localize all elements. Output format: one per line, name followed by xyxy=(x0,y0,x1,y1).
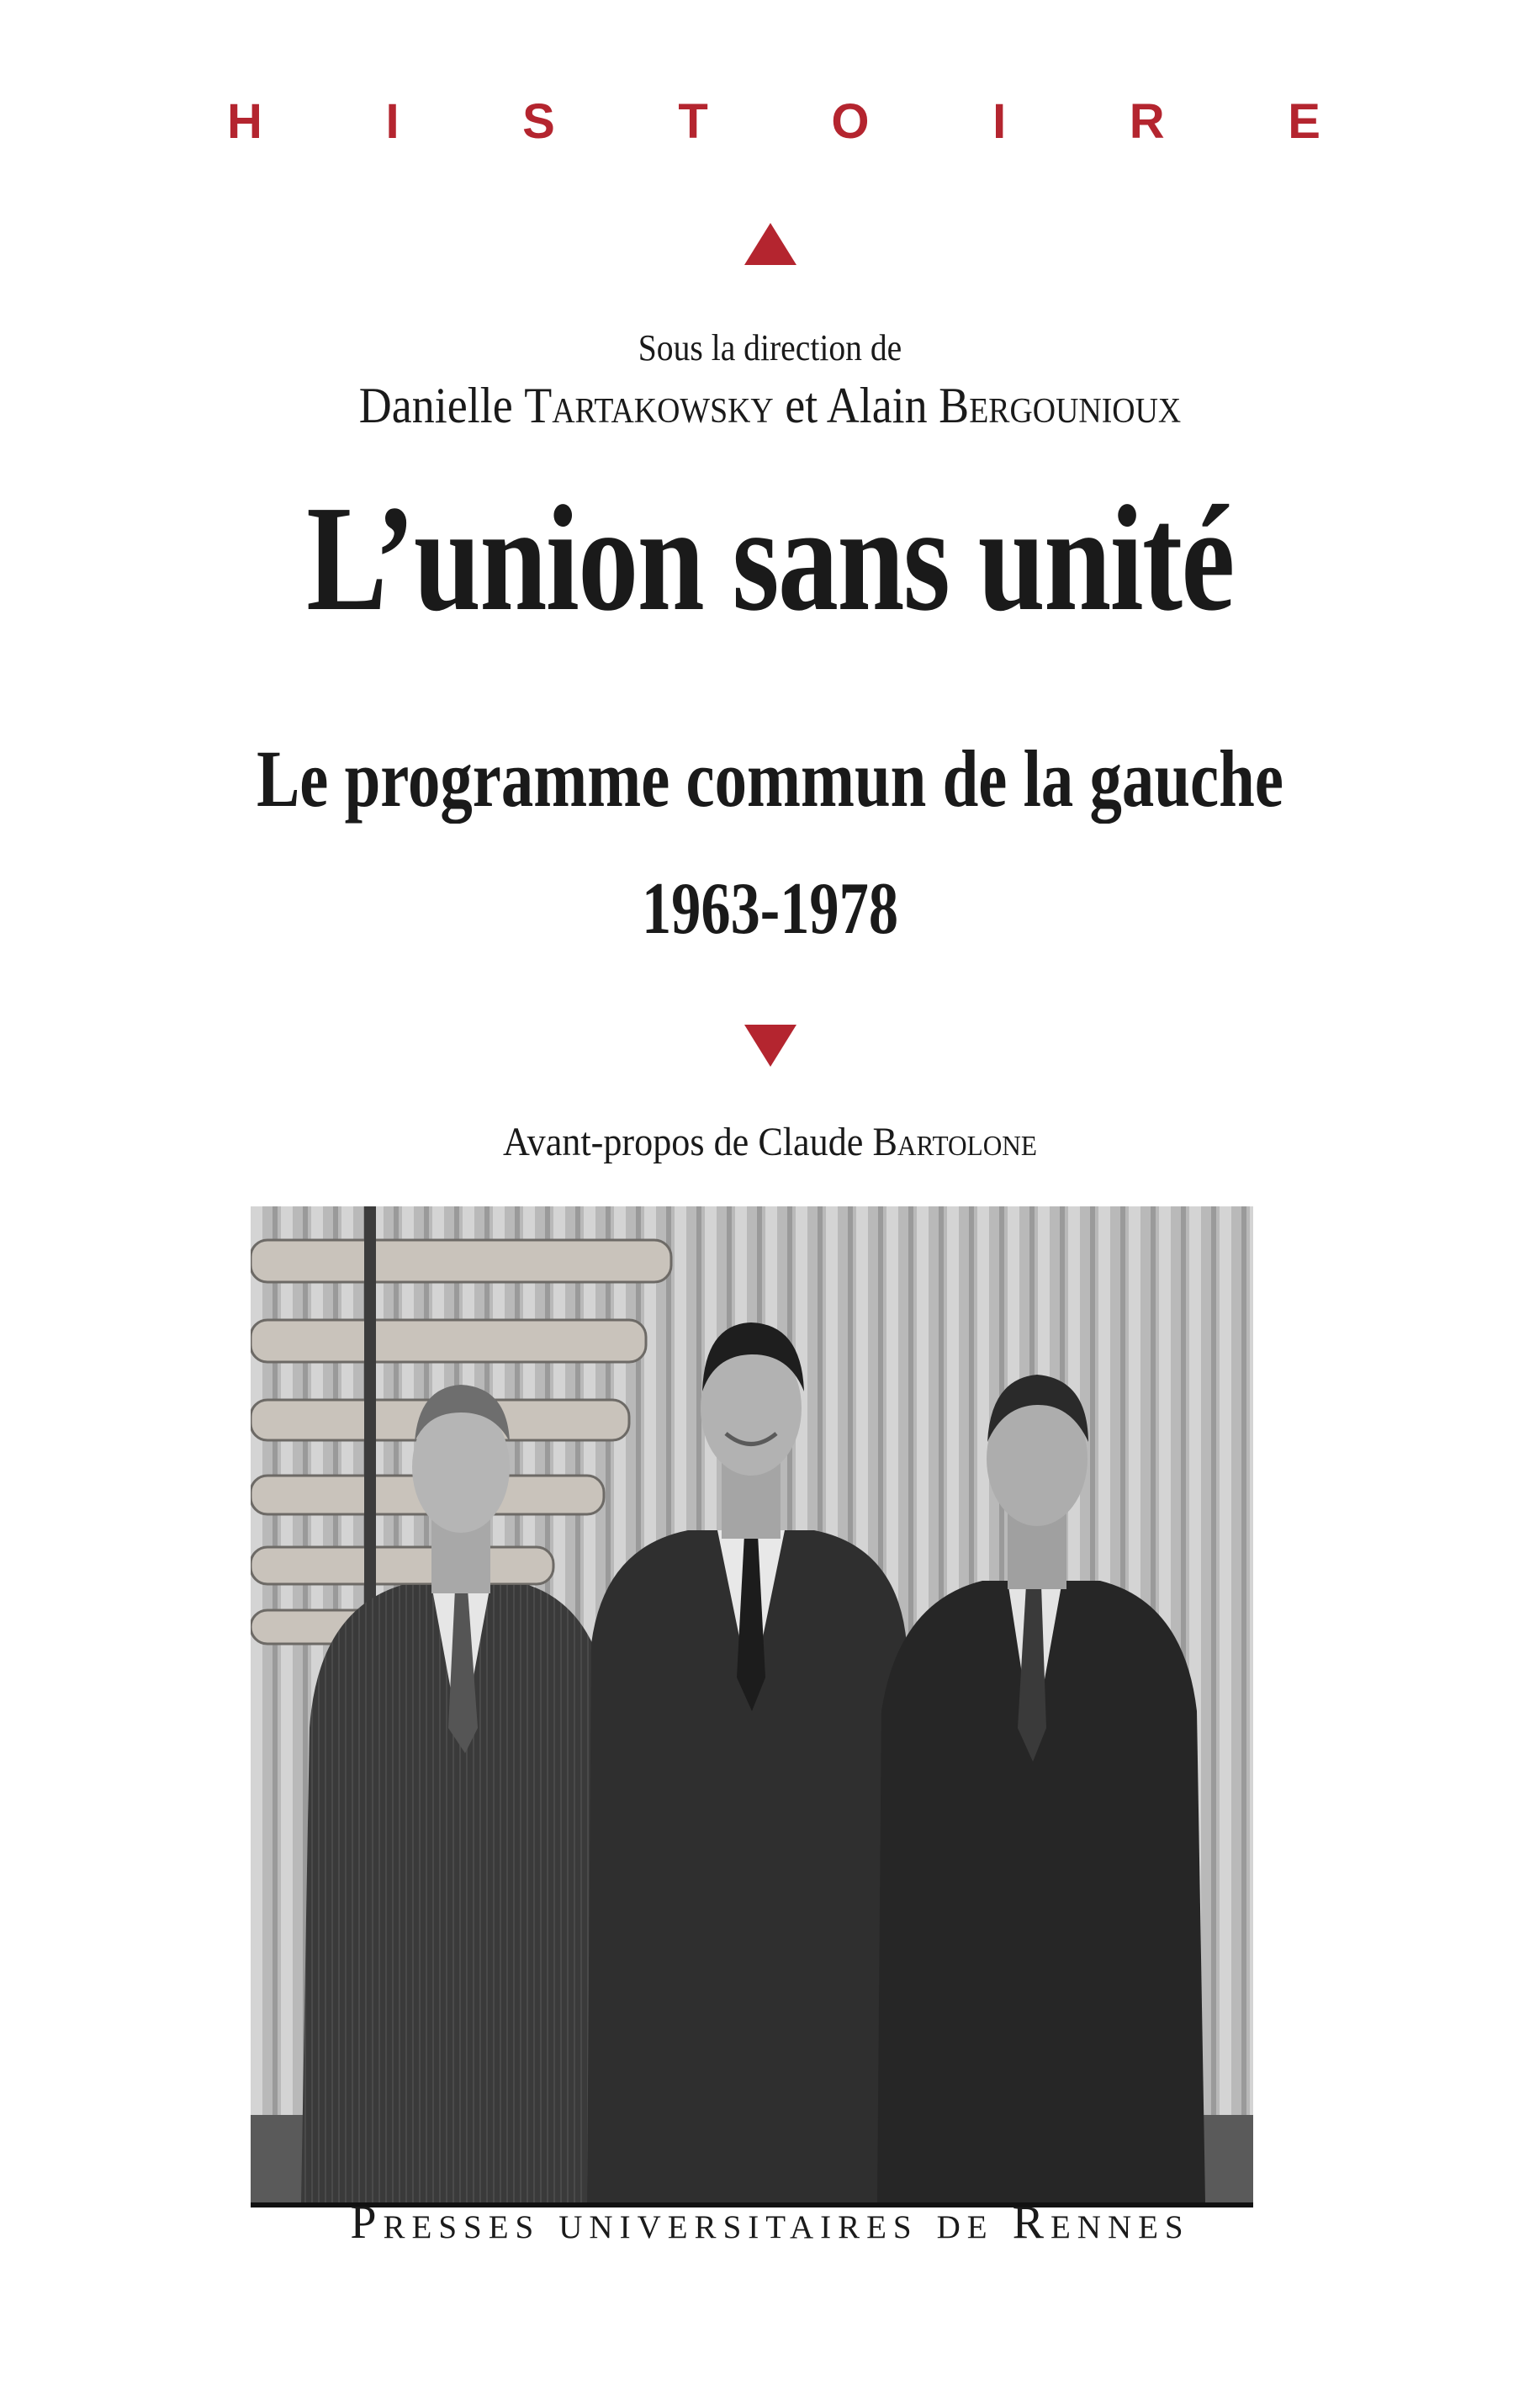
series-letter: H xyxy=(227,94,262,149)
foreword-name: Bartolone xyxy=(872,1120,1038,1164)
series-letter: O xyxy=(831,94,870,149)
author-second-given: Alain xyxy=(826,378,928,433)
book-subtitle: Le programme commun de la gauche xyxy=(257,734,1283,824)
foreword-line xyxy=(61,1119,1479,1165)
series-name xyxy=(227,84,1320,160)
author-first-given: Danielle xyxy=(358,378,513,433)
authors-conjunction: et xyxy=(785,378,818,433)
direction-label: Sous la direction de xyxy=(638,327,902,368)
authors-line xyxy=(77,377,1463,435)
cover-photo xyxy=(251,1206,1253,2207)
series-letter: E xyxy=(1288,94,1320,149)
series-letter: R xyxy=(1129,94,1165,149)
foreword-label: Avant-propos de Claude xyxy=(502,1120,864,1164)
series-letter: T xyxy=(678,94,708,149)
book-years: 1963-1978 xyxy=(641,868,899,950)
triangle-up-icon xyxy=(0,223,1540,269)
series-letter: S xyxy=(522,94,555,149)
series-letter: I xyxy=(992,94,1007,149)
publisher-name: Presses universitaires de Rennes xyxy=(350,2197,1190,2249)
author-second-family: Bergounioux xyxy=(939,378,1182,433)
author-first-family: Tartakowsky xyxy=(524,378,774,433)
triangle-down-icon xyxy=(0,1025,1540,1071)
series-letter: I xyxy=(385,94,400,149)
book-title: L’union sans unité xyxy=(306,474,1234,642)
